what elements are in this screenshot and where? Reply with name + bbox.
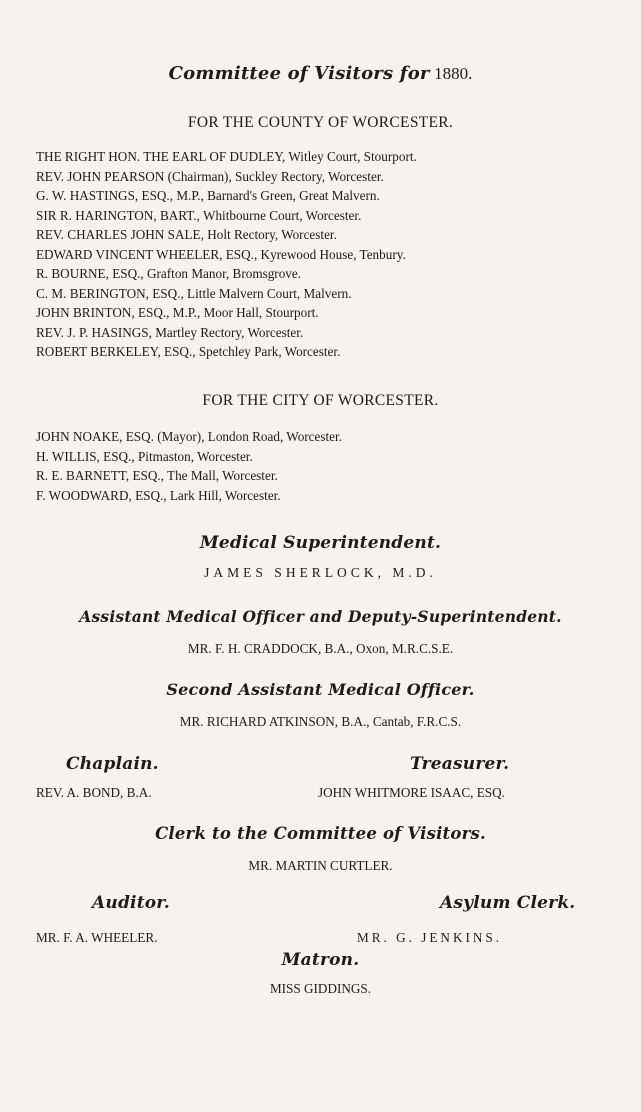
city-member: F. WOODWARD, ESQ., Lark Hill, Worcester. xyxy=(36,487,281,503)
county-member: R. BOURNE, ESQ., Grafton Manor, Bromsgrove. xyxy=(36,266,302,281)
county-member: REV. CHARLES JOHN SALE, Holt Rectory, Worcester. xyxy=(36,227,337,242)
auditor-name: MR. F. A. WHEELER. xyxy=(36,930,158,945)
second-assistant-title: Second Assistant Medical Officer. xyxy=(166,680,475,699)
second-assistant-name: MR. RICHARD ATKINSON, B.A., Cantab, F.R.C.S. xyxy=(179,714,462,729)
county-heading: FOR THE COUNTY OF WORCESTER. xyxy=(187,114,454,131)
matron-title: Matron. xyxy=(281,950,360,970)
county-member: THE RIGHT HON. THE EARL OF DUDLEY, Witley Court, Stourport. xyxy=(36,149,417,164)
assistant-medical-officer-title: Assistant Medical Officer and Deputy-Superintendent. xyxy=(79,607,562,626)
asylum-clerk-title: Asylum Clerk. xyxy=(440,893,576,913)
page-title xyxy=(0,63,641,84)
auditor-title: Auditor. xyxy=(92,893,171,913)
county-member: JOHN BRINTON, ESQ., M.P., Moor Hall, Stourport. xyxy=(36,305,319,320)
county-member: G. W. HASTINGS, ESQ., M.P., Barnard's Green, Great Malvern. xyxy=(36,188,380,203)
assistant-medical-officer-name: MR. F. H. CRADDOCK, B.A., Oxon, M.R.C.S.E. xyxy=(187,641,454,656)
county-member: ROBERT BERKELEY, ESQ., Spetchley Park, Worcester. xyxy=(36,344,341,359)
treasurer-title: Treasurer. xyxy=(410,754,510,774)
medical-superintendent-name: JAMES SHERLOCK, M.D. xyxy=(204,565,437,580)
clerk-title: Clerk to the Committee of Visitors. xyxy=(155,824,486,843)
chaplain-name: REV. A. BOND, B.A. xyxy=(36,785,152,800)
treasurer-name: JOHN WHITMORE ISAAC, ESQ. xyxy=(318,785,505,800)
county-member: REV. JOHN PEARSON (Chairman), Suckley Rectory, Worcester. xyxy=(36,168,384,184)
medical-superintendent-title: Medical Superintendent. xyxy=(199,533,442,553)
chaplain-title: Chaplain. xyxy=(66,754,159,774)
county-member: C. M. BERINGTON, ESQ., Little Malvern Court, Malvern. xyxy=(36,285,352,301)
page-title-text: Committee of Visitors for xyxy=(168,63,430,84)
clerk-name: MR. MARTIN CURTLER. xyxy=(248,858,393,873)
county-member: EDWARD VINCENT WHEELER, ESQ., Kyrewood House, Tenbury. xyxy=(36,246,406,262)
matron-name: MISS GIDDINGS. xyxy=(269,981,372,996)
city-member: H. WILLIS, ESQ., Pitmaston, Worcester. xyxy=(36,448,253,464)
asylum-clerk-name: MR. G. JENKINS. xyxy=(357,930,503,945)
city-member: JOHN NOAKE, ESQ. (Mayor), London Road, Worcester. xyxy=(36,429,342,444)
city-member: R. E. BARNETT, ESQ., The Mall, Worcester. xyxy=(36,468,278,483)
county-member: REV. J. P. HASINGS, Martley Rectory, Worcester. xyxy=(36,324,304,340)
page-title-year: 1880. xyxy=(434,64,473,83)
county-member: SIR R. HARINGTON, BART., Whitbourne Court, Worcester. xyxy=(36,207,362,223)
city-heading: FOR THE CITY OF WORCESTER. xyxy=(202,392,439,409)
